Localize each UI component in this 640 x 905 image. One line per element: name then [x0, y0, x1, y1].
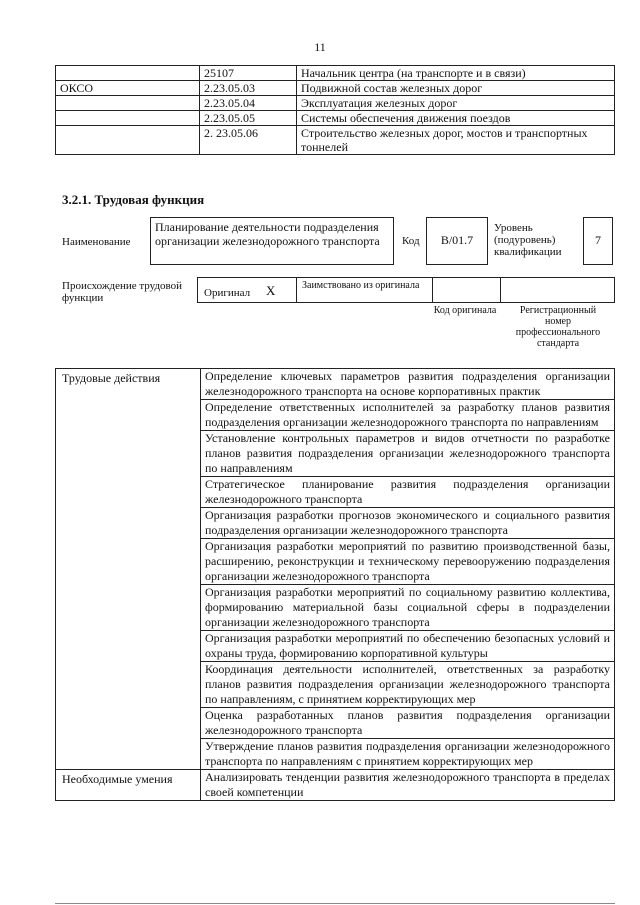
- origin-label: Происхождение трудовой функции: [62, 280, 183, 304]
- table-row: [56, 369, 615, 400]
- code-caption: Код оригинала: [433, 305, 497, 316]
- okso-code-cell: 2. 23.05.06: [200, 126, 297, 155]
- okso-name-cell: Начальник центра (на транспорте и в связи): [297, 66, 615, 81]
- okso-group-cell: [56, 126, 200, 155]
- page-bottom-line: [55, 903, 615, 904]
- origin-divider: [500, 277, 501, 303]
- labor-action-item: Оценка разработанных планов развития подразделения организации железнодорожного транспорта: [201, 708, 615, 739]
- origin-divider: [432, 277, 433, 303]
- labor-action-item: Утверждение планов развития подразделения организации железнодорожного транспорта по направлениям с принятием корректирующих мер: [201, 739, 615, 770]
- skill-item: Анализировать тенденции развития железнодорожного транспорта в пределах своей компетенции: [201, 770, 615, 801]
- labor-action-item: Стратегическое планирование развития подразделения организации железнодорожного транспорта: [201, 477, 615, 508]
- labor-action-item: Организация разработки мероприятий по обеспечению безопасных условий и охраны труда, формированию корпоративной культуры: [201, 631, 615, 662]
- code-value-box: B/01.7: [426, 217, 488, 265]
- borrowed-label: Заимствовано из оригинала: [302, 280, 420, 291]
- okso-name-cell: Строительство железных дорог, мостов и транспортных тоннелей: [297, 126, 615, 155]
- reg-caption: Регистрационный номер профессионального стандарта: [515, 305, 601, 349]
- table-row: [56, 81, 615, 96]
- labor-action-item: Организация разработки мероприятий по развитию производственной базы, расширению, реконструкции и техническому перевооружению подразделения организации железнодорожного транспорта: [201, 539, 615, 585]
- original-label: Оригинал: [204, 287, 251, 299]
- okso-name-cell: Эксплуатация железных дорог: [297, 96, 615, 111]
- labor-action-item: Определение ключевых параметров развития подразделения организации железнодорожного транспорта на основе корпоративных практик: [201, 369, 615, 400]
- origin-row: [197, 277, 615, 303]
- name-label: Наименование: [62, 236, 131, 248]
- original-mark: X: [266, 283, 276, 298]
- level-label: Уровень (подуровень) квалификации: [494, 222, 562, 258]
- function-name-box: Планирование деятельности подразделения организации железнодорожного транспорта: [150, 217, 394, 265]
- okso-table: [55, 65, 615, 155]
- okso-code-cell: 2.23.05.03: [200, 81, 297, 96]
- level-value-box: 7: [583, 217, 613, 265]
- page-number: 11: [314, 40, 326, 54]
- labor-action-item: Координация деятельности исполнителей, ответственных за разработку планов развития подразделения организации железнодорожного транспорта по направлениям, с принятием корректирующих мер: [201, 662, 615, 708]
- origin-divider: [296, 277, 297, 303]
- labor-action-item: Установление контрольных параметров и видов отчетности по разработке планов развития подразделения организации железнодорожного транспорта по направлениям: [201, 431, 615, 477]
- labor-actions-label: Трудовые действия: [56, 369, 201, 770]
- section-title: 3.2.1. Трудовая функция: [62, 192, 205, 207]
- okso-group-cell: ОКСО: [56, 81, 200, 96]
- code-label: Код: [402, 235, 420, 247]
- okso-code-cell: 25107: [200, 66, 297, 81]
- labor-action-item: Организация разработки мероприятий по социальному развитию коллектива, формированию материальной базы социальной сферы в подразделении организации железнодорожного транспорта: [201, 585, 615, 631]
- okso-group-cell: [56, 96, 200, 111]
- labor-action-item: Определение ответственных исполнителей за разработку планов развития подразделения организации железнодорожного транспорта по направлениям: [201, 400, 615, 431]
- labor-action-item: Организация разработки прогнозов экономического и социального развития подразделения организации железнодорожного транспорта: [201, 508, 615, 539]
- table-row: [56, 96, 615, 111]
- table-row: [56, 111, 615, 126]
- actions-table: [55, 368, 615, 801]
- table-row: [56, 66, 615, 81]
- table-row: [56, 126, 615, 155]
- table-row: [56, 770, 615, 801]
- okso-name-cell: Подвижной состав железных дорог: [297, 81, 615, 96]
- okso-group-cell: [56, 66, 200, 81]
- skills-label: Необходимые умения: [56, 770, 201, 801]
- okso-code-cell: 2.23.05.05: [200, 111, 297, 126]
- okso-code-cell: 2.23.05.04: [200, 96, 297, 111]
- okso-group-cell: [56, 111, 200, 126]
- okso-name-cell: Системы обеспечения движения поездов: [297, 111, 615, 126]
